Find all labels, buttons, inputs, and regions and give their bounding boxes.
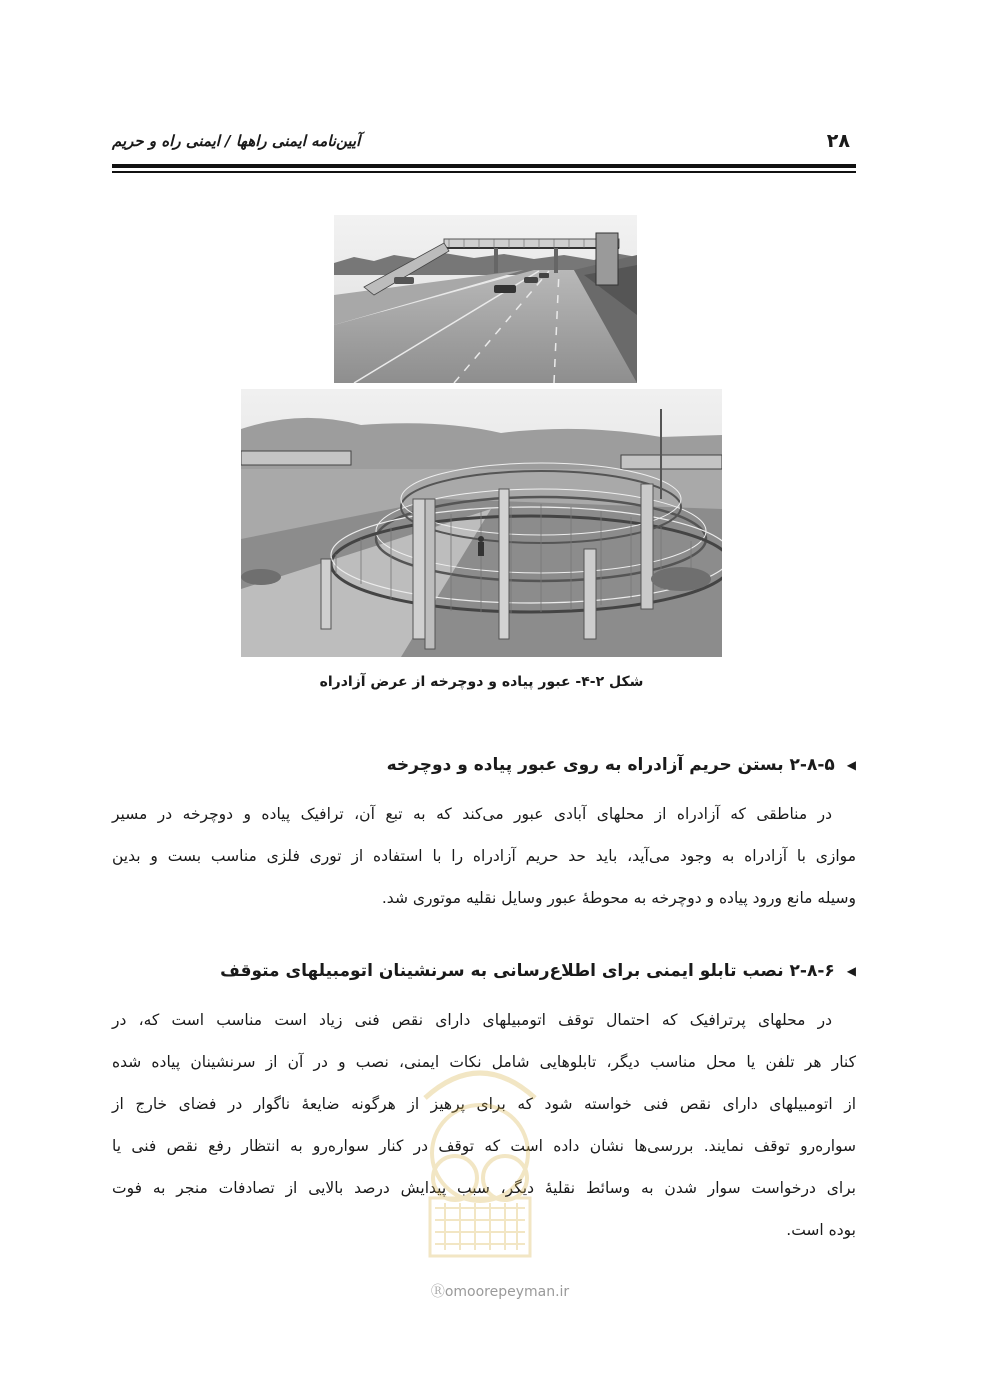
- section-heading-2-8-5: [387, 755, 856, 775]
- watermark-url-text: omoorepeyman.ir: [444, 1284, 570, 1300]
- running-title: آیین‌نامه ایمنی راهها / ایمنی راه و حریم: [112, 132, 361, 150]
- header-rule-thin: [112, 171, 856, 173]
- section-heading-text: ۲-۸-۶ نصب تابلو ایمنی برای اطلاع‌رسانی به سرنشینان اتومبیلهای متوقف: [220, 961, 835, 981]
- section-heading-2-8-6: [220, 961, 856, 981]
- spiral-ramp-photo: [241, 389, 722, 657]
- section-paragraph: [112, 806, 856, 932]
- triangle-bullet-icon: ◀: [846, 758, 856, 772]
- page-header: [112, 130, 856, 156]
- header-rule-thick: [112, 164, 856, 168]
- paragraph-line: از اتومبیلهای دارای نقص فنی خواسته شود که برای پرهیز از هرگونه ضایعهٔ ناگوار در فضای خارج از: [112, 1095, 856, 1113]
- omoorepeyman-seal-icon: [405, 1058, 555, 1278]
- triangle-bullet-icon: ◀: [846, 964, 856, 978]
- section-heading-text: ۲-۸-۵ بستن حریم آزادراه به روی عبور پیاده و دوچرخه: [386, 755, 835, 775]
- paragraph-line: سواره‌رو توقف نمایند. بررسی‌ها نشان داده است که توقف در کنار سواره‌رو به انتظار رفع نقص فنی یا: [112, 1137, 856, 1155]
- paragraph-line: در محلهای پرترافیک که احتمال توقف اتومبیلهای دارای نقص فنی زیاد است مناسب است که، در: [112, 1011, 832, 1029]
- paragraph-line: برای درخواست سوار شدن به وسائط نقلیهٔ دیگر، سبب پیدایش درصد بالایی از تصادفات منجر به فوت: [112, 1179, 856, 1197]
- paragraph-line: در مناطقی که آزادراه از محلهای آبادی عبور می‌کند که به تبع آن، ترافیک پیاده و دوچرخه در مسیر: [112, 805, 832, 823]
- paragraph-line: بوده است.: [786, 1221, 856, 1239]
- overpass-bridge-photo: [334, 215, 637, 383]
- watermark-url: [400, 1281, 600, 1301]
- figure-caption: شکل ۲-۴- عبور پیاده و دوچرخه از عرض آزادراه: [319, 674, 644, 690]
- copyright-icon: Ⓡ: [430, 1284, 445, 1300]
- page-number: ۲۸: [826, 130, 850, 152]
- paragraph-line: وسیله مانع ورود پیاده و دوچرخه به محوطهٔ عبور وسایل نقلیه موتوری شد.: [381, 889, 856, 907]
- paragraph-line: کنار هر تلفن یا محل مناسب دیگر، تابلوهایی شامل نکات ایمنی، نصب و در آن از سرنشینان پیاده شده: [112, 1053, 856, 1071]
- paragraph-line: موازی با آزادراه به وجود می‌آید، باید حد حریم آزادراه را با استفاده از توری فلزی مناسب بست و بدین: [112, 847, 856, 865]
